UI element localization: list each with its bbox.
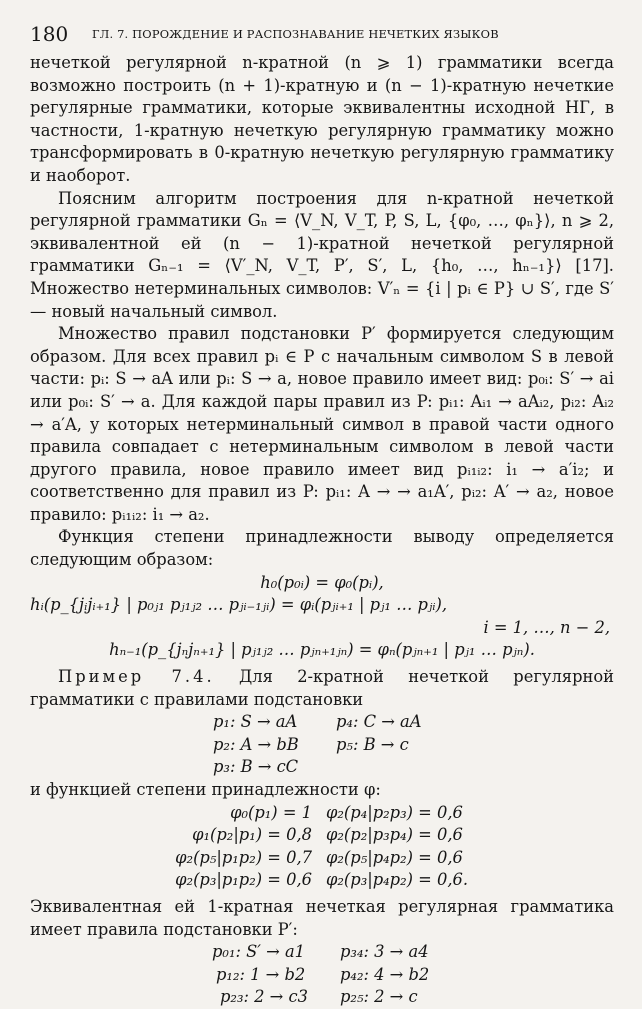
new-rule: p₂₅: 2 → c (340, 987, 418, 1007)
membership-value: φ₂(p₅|p₁p₂) = 0,7 (175, 847, 312, 867)
membership-row (30, 847, 614, 870)
new-rules (30, 941, 614, 1009)
membership-value: φ₂(p₃|p₁p₂) = 0,6 (175, 870, 312, 890)
rules-row (30, 756, 614, 779)
membership-value: φ₂(p₃|p₄p₂) = 0,6. (326, 870, 469, 890)
membership-value: φ₂(p₅|p₄p₂) = 0,6 (326, 847, 463, 867)
new-rule: p₁₂: 1 → b2 (216, 964, 306, 984)
rule: p₁: S → aA (213, 712, 298, 732)
equation-hn-1: hₙ₋₁(p_{jₙjₙ₊₁} | pⱼ₁ⱼ₂ … pⱼₙ₊₁ⱼₙ) = φₙ(pⱼₙ₊₁ | pⱼ₁ … pⱼₙ). (109, 640, 535, 660)
equation-h0: h₀(p₀ᵢ) = φ₀(pᵢ), (260, 572, 384, 592)
page-number: 180 (30, 22, 69, 46)
example-rules (30, 711, 614, 779)
book-page (30, 22, 614, 1009)
rule: p₃: B → cC (213, 757, 299, 777)
membership-value: φ₀(p₁) = 1 (230, 802, 312, 822)
membership-row (30, 824, 614, 847)
new-rules-row (30, 941, 614, 964)
paragraph-3: Множество правил подстановки P′ формируется следующим образом. Для всех правил pᵢ ∈ P с начальным символом S в левой части: pᵢ: S → aA или pᵢ: S → a, новое правило имеет вид: p₀ᵢ: S′ → ai или p₀ᵢ: S′ → a. Для каждой пары правил из P: pᵢ₁: Aᵢ₁ → aAᵢ₂, pᵢ₂: Aᵢ₂ → a′A, у которых нетерминальный символ в правой части одного правила совпадает с нетерминальным символом в левой части другого правила, новое правило имеет вид pᵢ₁ᵢ₂: i₁ → a′i₂; и соответственно для правил из P: pᵢ₁: A → → a₁A′, pᵢ₂: A′ → a₂, новое правило: pᵢ₁ᵢ₂: i₁ → a₂. (30, 324, 614, 524)
paragraph-7: Эквивалентная ей 1-кратная нечеткая регулярная грамматика имеет правила подстановки P′: (30, 896, 614, 939)
membership-function (30, 802, 614, 892)
membership-value: φ₂(p₄|p₂p₃) = 0,6 (326, 802, 463, 822)
rules-row (30, 711, 614, 734)
rule: p₄: C → aA (336, 712, 422, 732)
paragraph-6: и функцией степени принадлежности φ: (30, 780, 381, 799)
new-rule: p₀₁: S′ → a1 (212, 942, 306, 962)
example-label: Пример 7.4. (58, 667, 215, 687)
equation-hi-range: i = 1, …, n − 2, (483, 617, 610, 637)
membership-row (30, 869, 614, 892)
rules-row (30, 734, 614, 757)
rule: p₅: B → c (336, 734, 409, 754)
membership-value: φ₁(p₂|p₁) = 0,8 (192, 825, 312, 845)
new-rules-row (30, 986, 614, 1009)
equation-hi: hᵢ(p_{jᵢjᵢ₊₁} | p₀ⱼ₁ pⱼ₁ⱼ₂ … pⱼᵢ₋₁ⱼᵢ) = φᵢ(pⱼᵢ₊₁ | pⱼ₁ … pⱼᵢ), (30, 595, 448, 615)
paragraph-2: Поясним алгоритм построения для n-кратной нечеткой регулярной грамматики Gₙ = ⟨V_N, V_T, P, S, L, {φ₀, …, φₙ}⟩, n ⩾ 2, эквивалентной ей (n − 1)-кратной нечеткой регулярной грамматики Gₙ₋₁ = ⟨V′_N, V_T, P′, S′, L, {h₀, …, hₙ₋₁}⟩ [17]. Множество нетерминальных символов: V′ₙ = {i | pᵢ ∈ P} ∪ S′, где S′ — новый начальный символ. (30, 188, 614, 321)
paragraph-4: Функция степени принадлежности выводу определяется следующим образом: (30, 527, 614, 570)
new-rules-row (30, 964, 614, 987)
membership-row (30, 802, 614, 825)
example-paragraph (30, 666, 614, 711)
new-rule: p₃₄: 3 → a4 (340, 942, 429, 962)
membership-value: φ₂(p₂|p₃p₄) = 0,6 (326, 825, 463, 845)
rule: p₂: A → bB (213, 734, 299, 754)
new-rule: p₄₂: 4 → b2 (340, 964, 430, 984)
running-head: ГЛ. 7. ПОРОЖДЕНИЕ И РАСПОЗНАВАНИЕ НЕЧЕТКИХ ЯЗЫКОВ (92, 27, 499, 41)
page-header (30, 22, 614, 52)
new-rule: p₂₃: 2 → c3 (220, 987, 308, 1007)
example-text: Для 2-кратной нечеткой регулярной грамматики с правилами подстановки (30, 667, 615, 709)
paragraph-1: нечеткой регулярной n-кратной (n ⩾ 1) грамматики всегда возможно построить (n + 1)-кратную и (n − 1)-кратную нечеткие регулярные грамматики, которые эквивалентны исходной НГ, в частности, 1-кратную нечеткую регулярную грамматику можно трансформировать в 0-кратную нечеткую регулярную грамматику и наоборот. (30, 53, 614, 185)
